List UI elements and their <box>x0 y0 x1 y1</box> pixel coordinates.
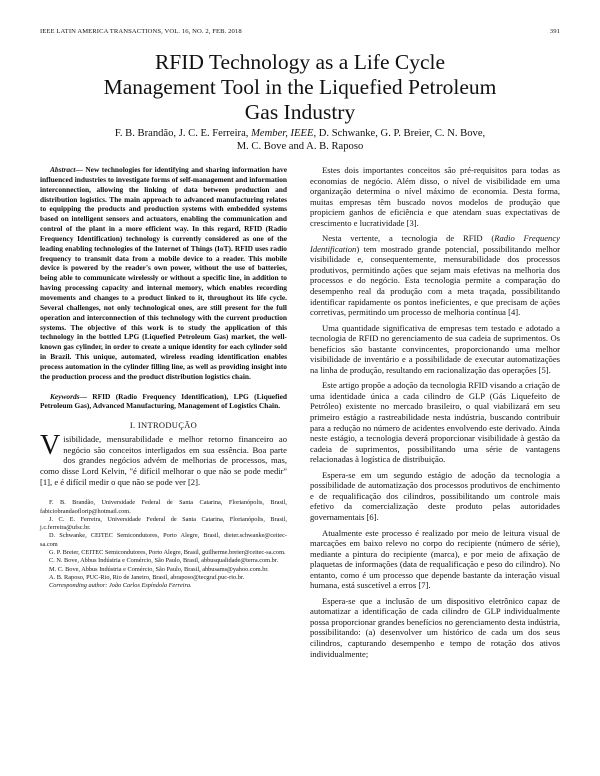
keywords <box>40 392 287 412</box>
introduction-text: isibilidade, mensurabilidade e melhor retorno financeiro ao negócio são conceitos interligados em sua essência. Boa parte dos grandes negócios advém de melhorias de processos, mas, como disse Lord Kelvin, "é difícil melhorar o que não se pode medir" [1], e é difícil medir o que não se pode ver [2]. <box>40 434 287 487</box>
title-line-3: Gas Industry <box>244 100 356 124</box>
paper-title <box>40 50 560 125</box>
page-number: 391 <box>549 28 560 35</box>
footnote-author-4: G. P. Breier, CEITEC Semicondutores, Porto Alegre, Brasil, guilherme.breier@ceitec-sa.com. <box>49 549 286 556</box>
left-column <box>40 165 287 590</box>
body-paragraph-2-end: ) tem mostrado grande potencial, possibilitando melhor visibilidade e, consequentemente, mensurabilidade dos processos produtivos, permitindo ações que sejam mais efetivas na melhoria dos processos e do negócio. Esta tecnologia permite a comparação do desempenho real da produção com a meta traçada, possibilitando identificar rapidamente os pontos ineficientes, e que precisam de ações corretivas, permitindo um processo de melhoria contínua [4]. <box>310 243 560 318</box>
body-paragraph-3: Uma quantidade significativa de empresas tem testado e adotado a tecnologia de RFID no gerenciamento de sua cadeia de suprimentos. Os benefícios são bastante convincentes, proporcionando uma melhor visibilidade de inventário e a possibilidade de executar automatizações na linha de produção, resultando em racionalização das operações [5]. <box>310 322 560 375</box>
body-paragraph-7: Espera-se que a inclusão de um dispositivo eletrônico capaz de automatizar a identificação de cada cilindro de GLP individualmente possa proporcionar grandes benefícios no gerenciamento desta indústria, possibilitando: (a) desenvolver um histórico de cada um dos seus cilindros, capturando desempenho e tempo de rotação dos ativos individualmente; <box>310 595 560 659</box>
authors-part-b: D. Schwanke, G. P. Breier, C. N. Bove, <box>316 128 486 139</box>
body-paragraph-2 <box>310 233 560 317</box>
rfid-expansion: Radio Frequency Identification <box>310 233 560 254</box>
introduction-paragraph <box>40 430 287 487</box>
body-paragraph-2-start: Nesta vertente, a tecnologia de RFID ( <box>322 233 495 244</box>
body-paragraph-5: Espera-se em um segundo estágio de adoção da tecnologia a possibilidade de automatização dos processos produtivos de enchimento e de requalificação dos cilindros, possibilitando um controle mais efetivo da comercialização deste produto pelas autoridades governamentais [6]. <box>310 469 560 522</box>
drop-cap: V <box>40 430 61 462</box>
body-paragraph-6: Atualmente este processo é realizado por meio de leitura visual de marcações em baixo relevo no corpo do recipiente (número de série), mediante a pintura do recipiente (marca), e por meio de afixação de plaquetas de informações (data de requalificação e peso do cilindro). No entanto, como é um processo que depende bastante da interação visual humana, está suscetível a erros [7]. <box>310 527 560 591</box>
journal-header: IEEE LATIN AMERICA TRANSACTIONS, VOL. 16, NO. 2, FEB. 2018 <box>40 28 242 35</box>
abstract-label: Abstract <box>50 165 76 174</box>
abstract-text: — New technologies for identifying and sharing information have influenced industries to investigate forms of self-management and information interconnection, allowing the linking of data between production and distribution logistics. The main approach to advanced manufacturing relates to equipping the products and production systems with embedded systems based on intelligent sensors and actuators, enabling the communication and control of the plant in a more efficient way. In this regard, RFID (Radio Frequency Identification) technology is currently considered as one of the leading enabling technologies of the Internet of Things (IoT). RFID uses radio frequency to transmit data from a mobile device to a reader. This mobile device is powered by the reader's own power, without the use of batteries, being able to communicate wirelessly or without a specific line, in addition to having processing capacity and internal memory, which enables recording movements and changes to a product linked to it, throughout its life cycle. Several challenges, not only technological ones, are still present for the full operation and interconnection of this technology with the current production systems. The objective of this work is to study the application of this technology in the bottled LPG (Liquefied Petroleum Gas) market, the well-known gas cylinder, in order to create a unique identity for each cylinder sold in Brazil. This unique, automated, wireless reading identification enables process automation in the cylinder filling line, as well as providing insight into the production process and the product distribution logistics chain. <box>40 165 287 381</box>
footnote-author-7: A. B. Raposo, PUC-Rio, Rio de Janeiro, Brasil, abraposo@tecgraf.puc-rio.br. <box>49 573 245 581</box>
keywords-text: — RFID (Radio Frequency Identification), LPG (Liquefied Petroleum Gas), Advanced Manufacturing, Management of Logistics Chain. <box>40 391 287 411</box>
footnote-author-1: F. B. Brandão, Universidade Federal de Santa Catarina, Florianópolis, Brasil, fabiciobrandaoflorip@hotmail.com. <box>40 499 287 515</box>
keywords-label: Keywords <box>50 391 80 401</box>
footnote-author-2: J. C. E. Ferreira, Universidade Federal de Santa Catarina, Florianópolis, Brasil, j.c.ferreira@ufsc.br. <box>40 515 287 532</box>
right-column <box>310 165 560 664</box>
authors-part-a: F. B. Brandão, J. C. E. Ferreira, <box>114 128 252 139</box>
author-footnotes <box>40 499 287 590</box>
body-paragraph-1: Estes dois importantes conceitos são pré-requisitos para todas as economias de negócio. Além disso, o nível de visibilidade em uma organização determina o nível máximo de economia. Desta forma, muitas empresas têm buscado novos modelos de produção que propiciem ganhos de eficiência e que atendam suas expectativas de crescimento e lucratividade [3]. <box>310 165 560 228</box>
section-heading-introduction: I. INTRODUÇÃO <box>129 420 198 431</box>
footnote-author-5: C. N. Bove, Abbus Indústria e Comércio, São Paulo, Brasil, abbusqualidade@terra.com.br. <box>49 557 279 565</box>
author-line-2: M. C. Bove and A. B. Raposo <box>236 141 364 152</box>
running-header <box>40 28 560 38</box>
corresponding-author: Corresponding author: João Carlos Espíndola Ferreira. <box>49 582 192 590</box>
body-paragraph-4: Este artigo propõe a adoção da tecnologia RFID visando a criação de uma identidade única a cada cilindro de GLP (Gás Liquefeito de Petróleo) existente no mercado brasileiro, o qual viabilizará em seu primeiro estágio a rastreabilidade nesta indústria, buscando contribuir para a redução no número de acidentes envolvendo este derivado. Ainda neste estágio, a tecnologia deverá proporcionar visibilidade à gestão da cadeia de suprimentos, possibilitando uma série de vantagens relacionadas à logística de distribuição. <box>310 380 560 465</box>
abstract <box>40 165 287 382</box>
author-list <box>40 127 560 153</box>
footnote-author-3: D. Schwanke, CEITEC Semicondutores, Porto Alegre, Brasil, dieter.schwanke@ceitec-sa.com <box>40 532 287 548</box>
footnote-author-6: M. C. Bove, Abbus Indústria e Comércio, São Paulo, Brasil, abbusams@yahoo.com.br. <box>49 565 269 573</box>
title-line-1: RFID Technology as a Life Cycle <box>154 50 446 74</box>
author-line-1 <box>40 127 560 140</box>
title-line-2: Management Tool in the Liquefied Petroleum <box>103 75 497 99</box>
title-block <box>40 50 560 153</box>
author-membership: Member, IEEE, <box>251 128 317 139</box>
